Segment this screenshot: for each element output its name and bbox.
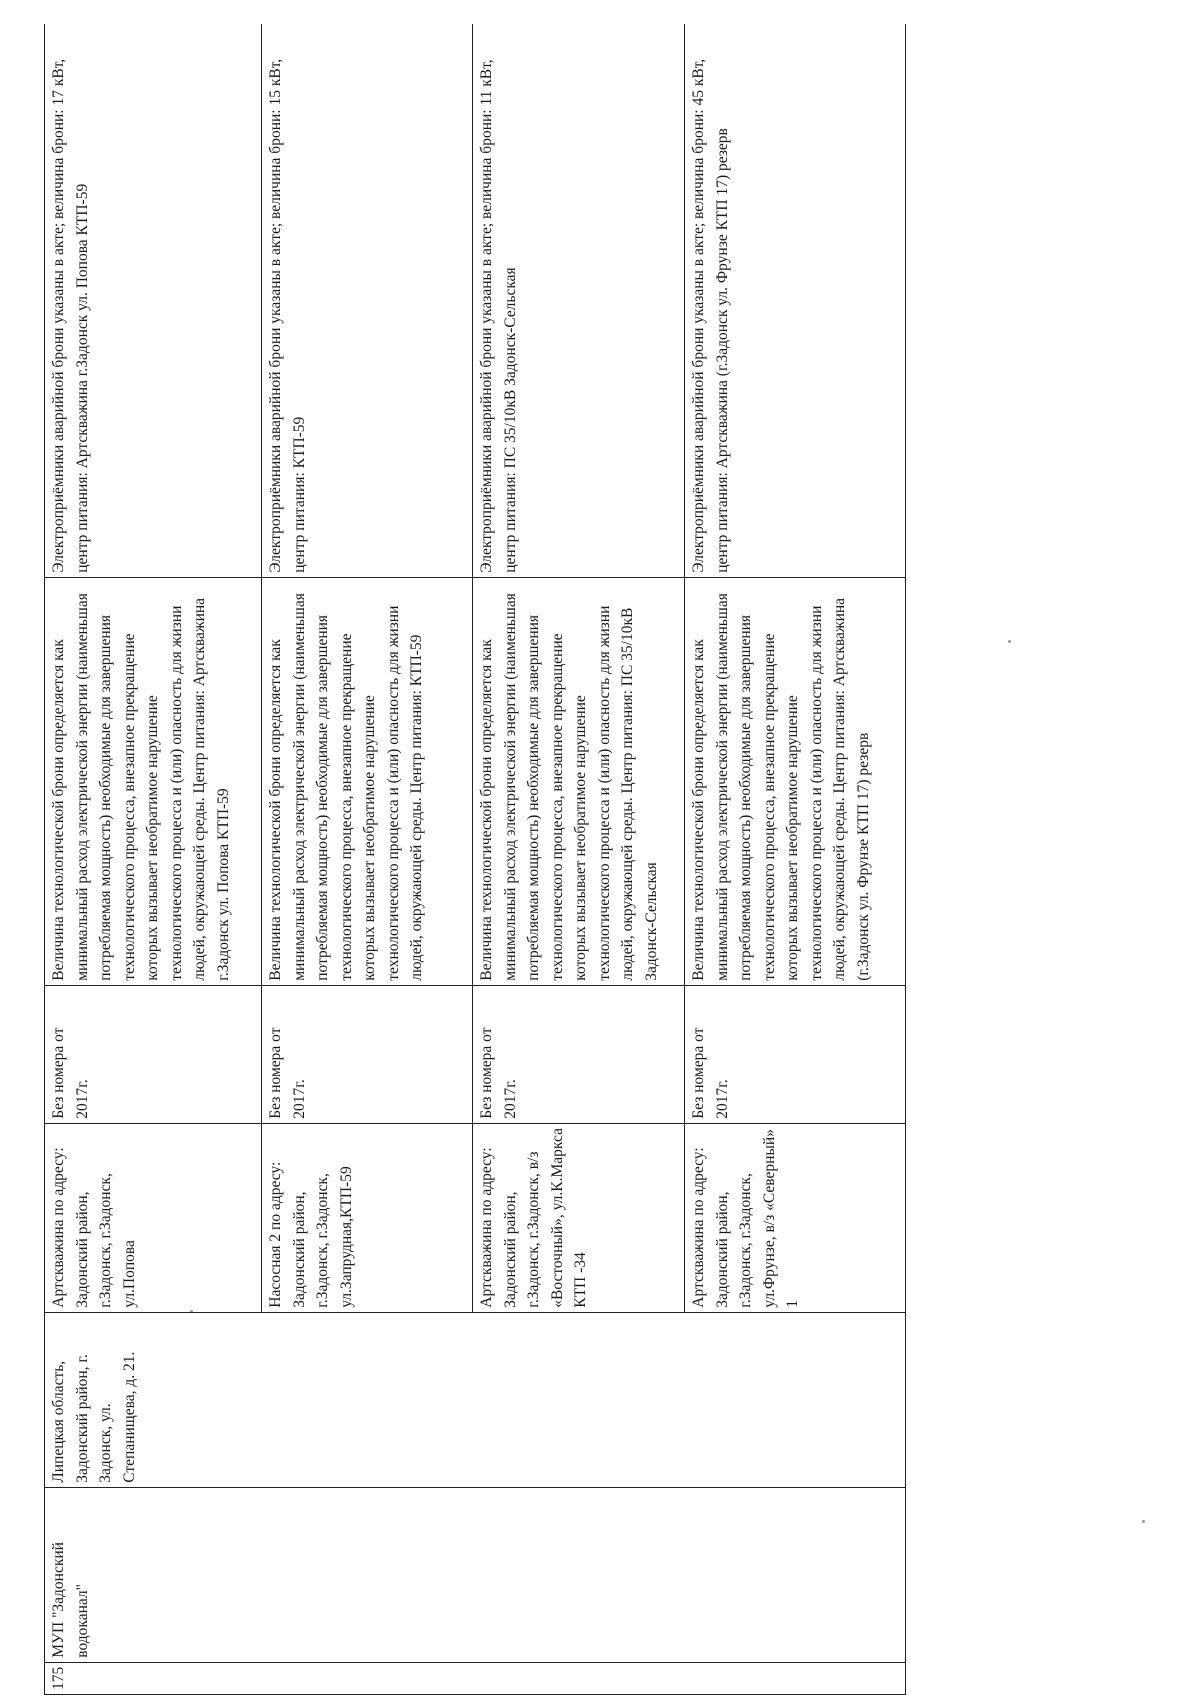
reserve-table: [44, 24, 906, 1695]
emergency-reserve: Электроприёмники аварийной брони указаны в акте; величина брони: 11 кВт, центр питания: ПС 35/10кВ Задонск-Сельская: [473, 24, 685, 577]
act-reference: Без номера от 2017г.: [262, 985, 473, 1123]
organization-name: МУП "Задонский водоканал": [45, 1487, 906, 1662]
table-row: [45, 24, 262, 1694]
object-address: Артскважина по адресу: Задонский район, г.Задонск, г.Задонск, в/з «Восточный», ул.К.Маркса КТП -34: [473, 1123, 685, 1312]
act-reference: Без номера от 2017г.: [45, 985, 262, 1123]
technological-reserve: Величина технологической брони определяется как минимальный расход электрической энергии (наименьшая потребляемая мощность) необходимые для завершения технологического процесса, внезапное прекращение которых вызывает необратимое нарушение технологического процесса и (или) опасность для жизни людей, окружающей среды. Центр питания: КТП-59: [262, 577, 473, 985]
row-number: 175: [45, 1662, 906, 1694]
act-reference: Без номера от 2017г.: [473, 985, 685, 1123]
technological-reserve: Величина технологической брони определяется как минимальный расход электрической энергии (наименьшая потребляемая мощность) необходимые для завершения технологического процесса, внезапное прекращение которых вызывает необратимое нарушение технологического процесса и (или) опасность для жизни людей, окружающей среды. Центр питания: ПС 35/10кВ Задонск-Сельская: [473, 577, 685, 985]
object-address: Артскважина по адресу: Задонский район, г.Задонск, г.Задонск, ул.Попова: [45, 1123, 262, 1312]
emergency-reserve: Электроприёмники аварийной брони указаны в акте; величина брони: 17 кВт, центр питания: Артскважина г.Задонск ул. Попова КТП-59: [45, 24, 262, 577]
act-reference: Без номера от 2017г.: [685, 985, 906, 1123]
organization-address: Липецкая область, Задонский район, г. Задонск, ул. Степанищева, д. 21.: [45, 1312, 906, 1487]
technological-reserve: Величина технологической брони определяется как минимальный расход электрической энергии (наименьшая потребляемая мощность) необходимые для завершения технологического процесса, внезапное прекращение которых вызывает необратимое нарушение технологического процесса и (или) опасность для жизни людей, окружающей среды. Центр питания: Артскважина (г.Задонск ул. Фрунзе КТП 17) резерв: [685, 577, 906, 985]
object-address: Артскважина по адресу: Задонский район, г.Задонск, г.Задонск, ул.Фрунзе, в/з «Северный» 1: [685, 1123, 906, 1312]
technological-reserve: Величина технологической брони определяется как минимальный расход электрической энергии (наименьшая потребляемая мощность) необходимые для завершения технологического процесса, внезапное прекращение которых вызывает необратимое нарушение технологического процесса и (или) опасность для жизни людей, окружающей среды. Центр питания: Артскважина г.Задонск ул. Попова КТП-59: [45, 577, 262, 985]
emergency-reserve: Электроприёмники аварийной брони указаны в акте; величина брони: 45 кВт, центр питания: Артскважина (г.Задонск ул. Фрунзе КТП 17) резерв: [685, 24, 906, 577]
object-address: Насосная 2 по адресу: Задонский район, г.Задонск, г.Задонск, ул.Запрудная,КТП-59: [262, 1123, 473, 1312]
emergency-reserve: Электроприёмники аварийной брони указаны в акте; величина брони: 15 кВт, центр питания: КТП-59: [262, 24, 473, 577]
